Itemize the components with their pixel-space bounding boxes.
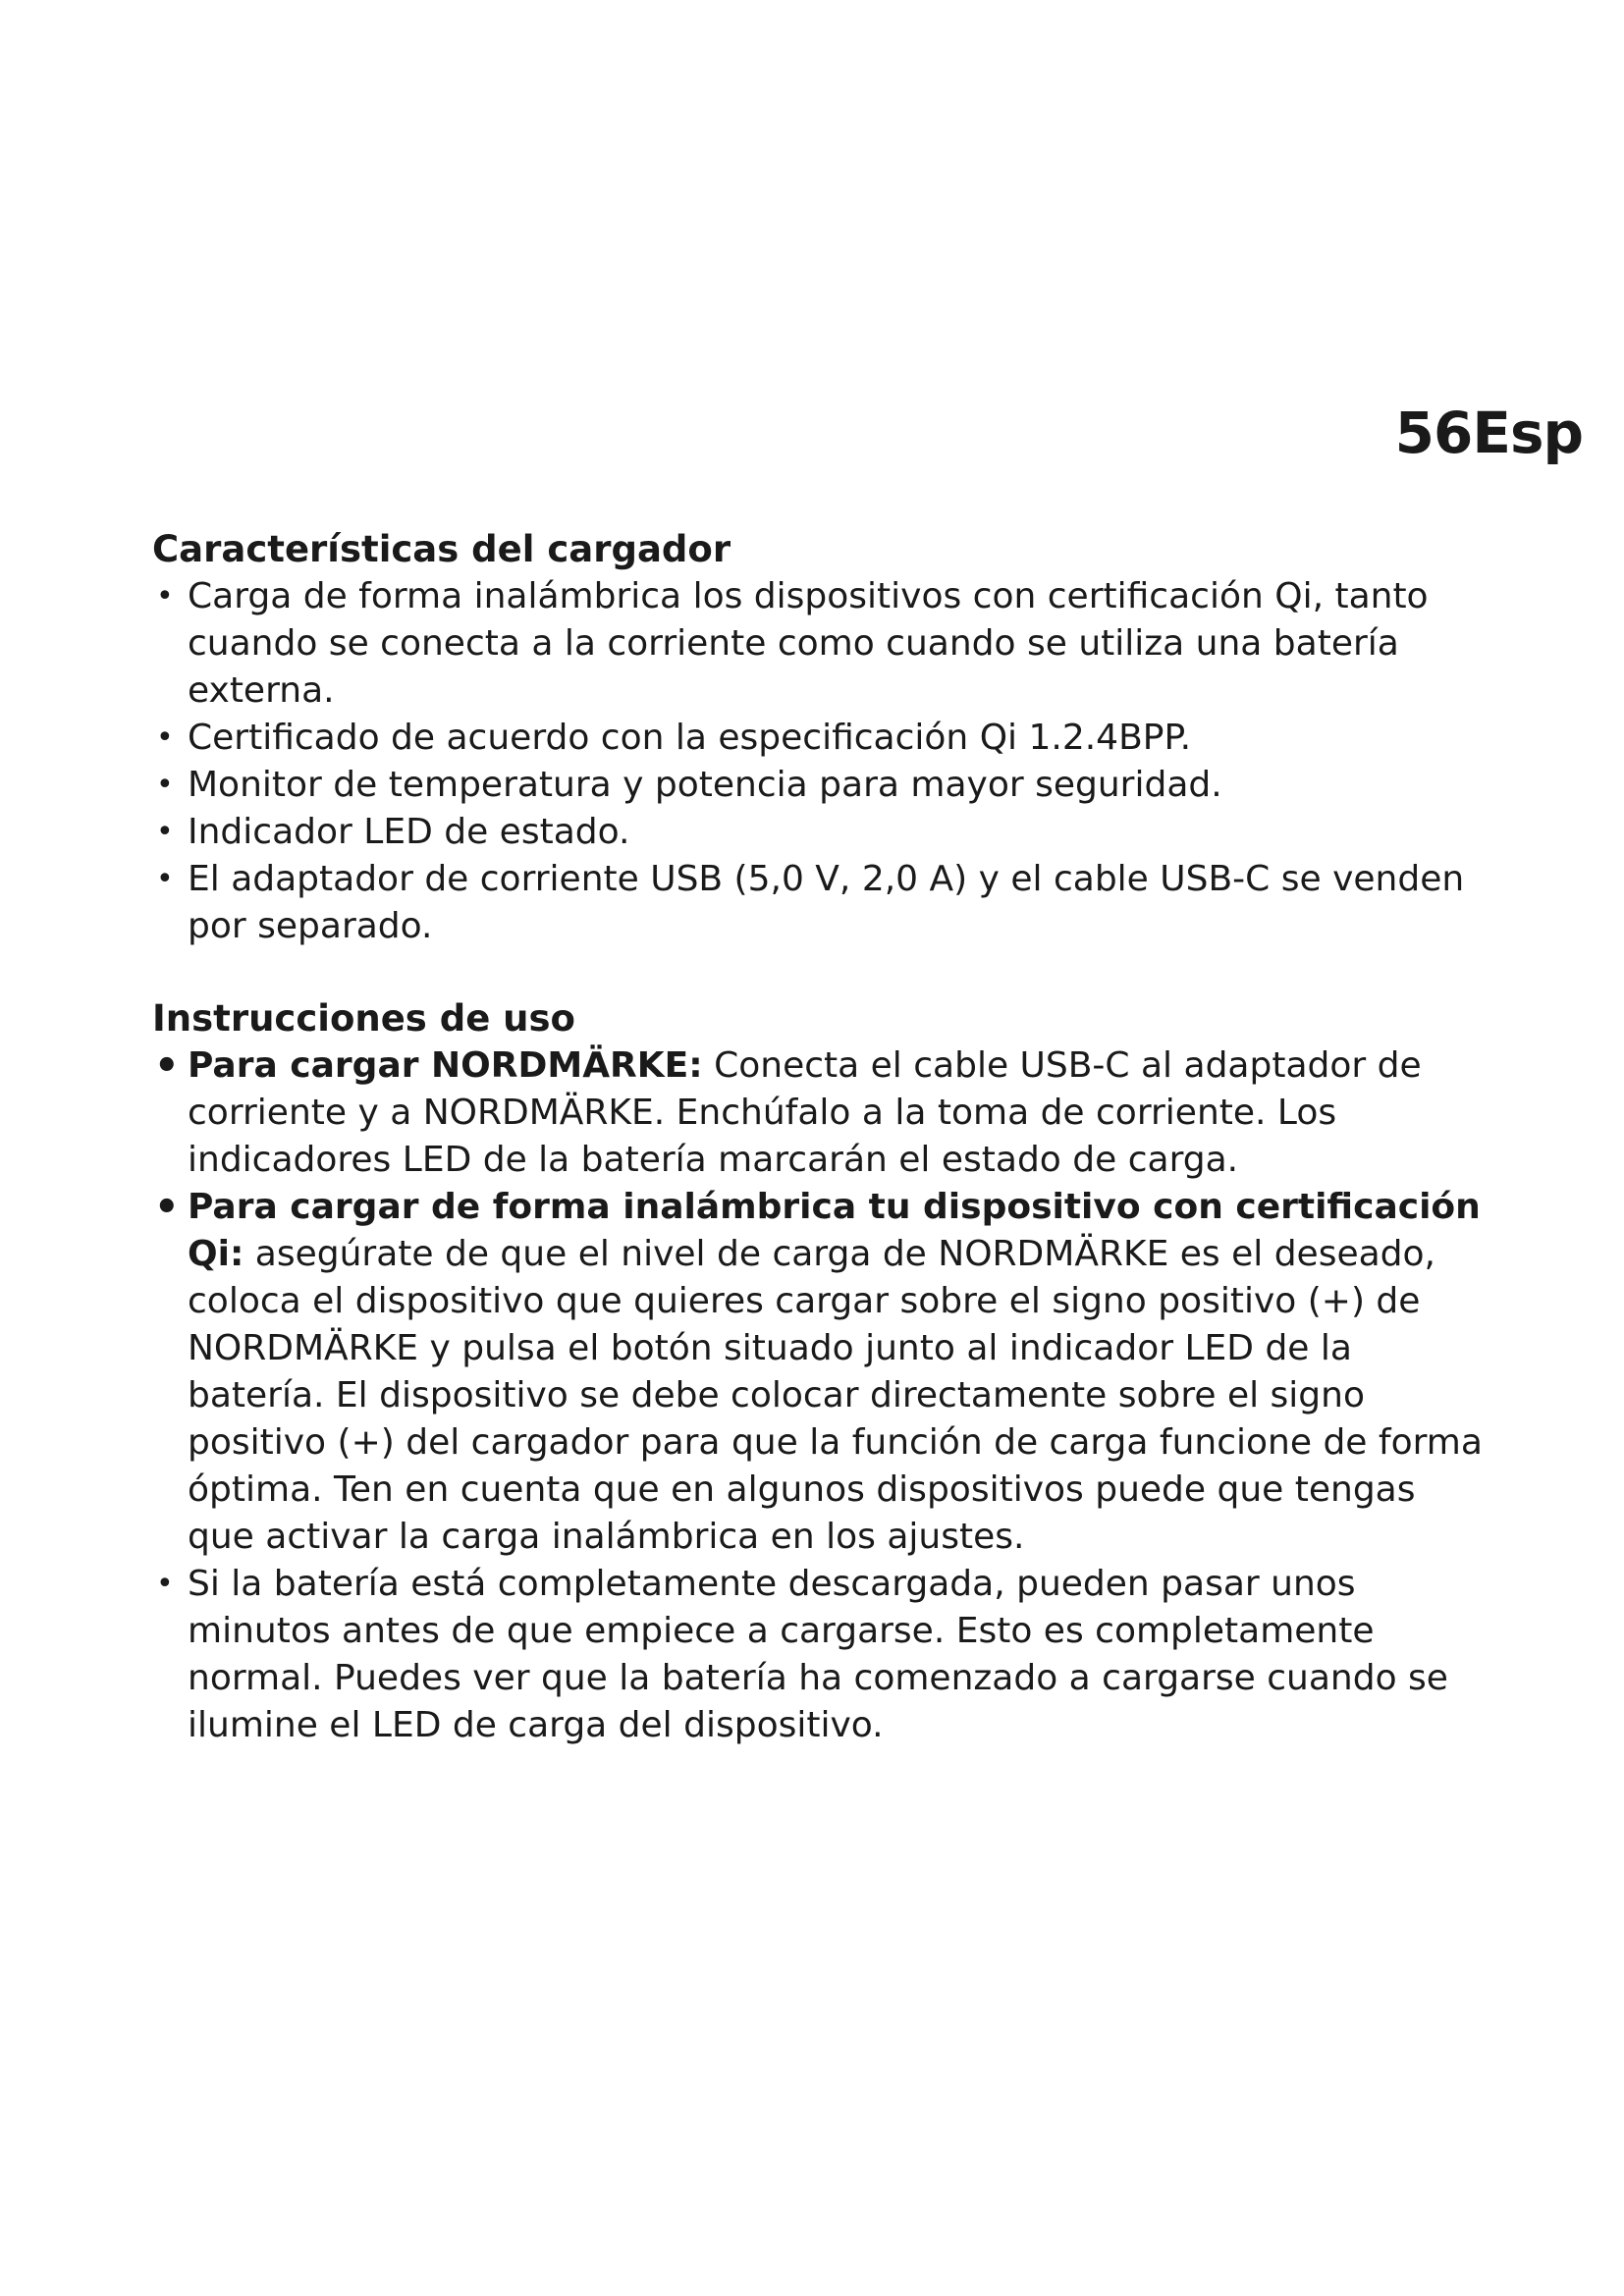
instructions-heading: Instrucciones de uso	[152, 997, 575, 1040]
list-item	[152, 809, 1488, 856]
bullet-icon: •	[156, 721, 174, 755]
page-number: 56Esp	[1394, 400, 1583, 466]
document-body	[152, 526, 1488, 1794]
list-item	[152, 715, 1488, 762]
instructions-section	[152, 995, 1488, 1749]
list-item-text: Monitor de temperatura y potencia para mayor seguridad.	[188, 765, 1222, 805]
features-heading: Características del cargador	[152, 528, 731, 570]
list-item-lead: Para cargar NORDMÄRKE:	[188, 1045, 703, 1086]
list-item-text: Si la batería está completamente descargada, pueden pasar unos minutos antes de que empiece a cargarse. Esto es completamente normal. Puedes ver que la batería ha comenzado a cargarse cuando se ilumine el LED de carga del dispositivo.	[188, 1564, 1448, 1745]
bullet-icon: •	[156, 579, 174, 614]
features-section	[152, 526, 1488, 950]
bullet-icon: •	[154, 1185, 180, 1230]
list-item-text: El adaptador de corriente USB (5,0 V, 2,0 A) y el cable USB-C se venden por separado.	[188, 859, 1465, 946]
features-list	[152, 573, 1488, 950]
list-item-text: asegúrate de que el nivel de carga de NORDMÄRKE es el deseado, coloca el dispositivo que quieres cargar sobre el signo positivo (+) de NORDMÄRKE y pulsa el botón situado junto al indicador LED de la batería. El dispositivo se debe colocar directamente sobre el signo positivo (+) del cargador para que la función de carga funcione de forma óptima. Ten en cuenta que en algunos dispositivos puede que tengas que activar la carga inalámbrica en los ajustes.	[188, 1234, 1483, 1557]
list-item	[152, 1184, 1488, 1561]
list-item	[152, 1042, 1488, 1184]
list-item-lead: Para cargar de forma inalámbrica tu dispositivo con certificación Qi:	[188, 1187, 1481, 1274]
list-item	[152, 856, 1488, 950]
list-item-text: Indicador LED de estado.	[188, 812, 630, 852]
bullet-icon: •	[156, 1567, 174, 1601]
bullet-icon: •	[156, 815, 174, 849]
instructions-list	[152, 1042, 1488, 1749]
list-item	[152, 573, 1488, 715]
list-item	[152, 762, 1488, 809]
bullet-icon: •	[156, 768, 174, 802]
list-item-text: Carga de forma inalámbrica los dispositivos con certificación Qi, tanto cuando se conecta a la corriente como cuando se utiliza una batería externa.	[188, 576, 1429, 711]
list-item-text: Certificado de acuerdo con la especificación Qi 1.2.4BPP.	[188, 718, 1192, 758]
bullet-icon: •	[154, 1043, 180, 1089]
bullet-icon: •	[156, 862, 174, 896]
list-item	[152, 1561, 1488, 1749]
list-item-text: Conecta el cable USB-C al adaptador de corriente y a NORDMÄRKE. Enchúfalo a la toma de corriente. Los indicadores LED de la batería marcarán el estado de carga.	[188, 1045, 1422, 1180]
